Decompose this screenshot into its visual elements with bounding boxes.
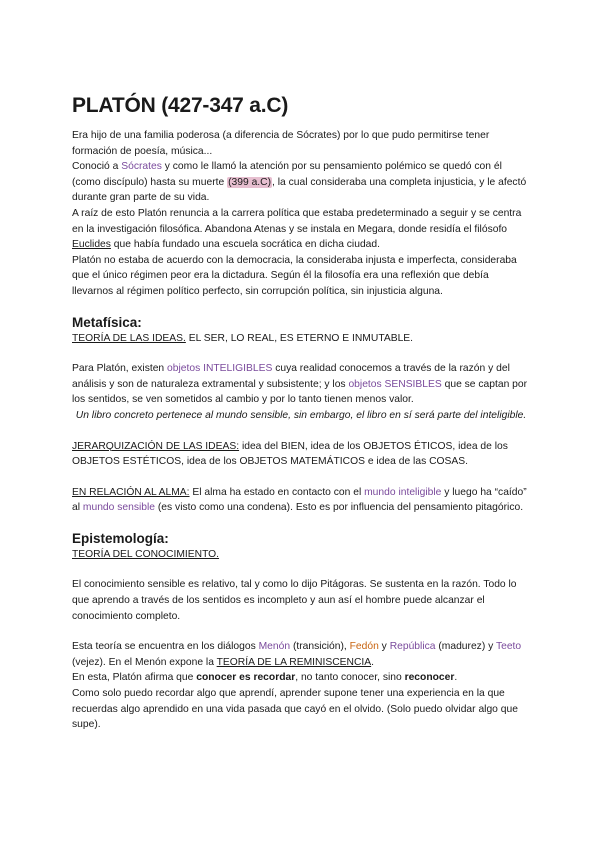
theory-of-ideas-line: TEORÍA DE LAS IDEAS. EL SER, LO REAL, ES ETERNO E INMUTABLE.: [72, 332, 414, 344]
euclides-term: Euclides: [72, 239, 111, 251]
example-note: Un libro concreto pertenece al mundo sensible, sin embargo, el libro en sí será parte del inteligible.: [75, 409, 527, 421]
reconocer-term: reconocer: [404, 672, 455, 684]
intro-paragraph-2: Conoció a Sócrates y como le llamó la atención por su pensamiento polémico se quedó con él (como discípulo) hasta su muerte (399 a.C), la cual consideraba una completa injusticia, y le afectó durante gran parte de su vida.: [72, 161, 527, 204]
mundo-inteligible-term: mundo inteligible: [364, 486, 442, 498]
page-title: PLATÓN (427-347 a.C): [72, 94, 289, 117]
inteligibles-term: objetos INTELIGIBLES: [167, 363, 273, 375]
alma-label: EN RELACIÓN AL ALMA:: [72, 486, 190, 498]
intro-paragraph-4: Platón no estaba de acuerdo con la democracia, la consideraba injusta e imperfecta, consideraba que el único régimen peor era la dictadura. Según él la filosofía era una reflexión que debía llevarnos al régimen político perfecto, sin corrupción política, sin injusticia alguna.: [72, 254, 517, 297]
jerarquizacion-paragraph: JERARQUIZACIÓN DE LAS IDEAS: idea del BIEN, idea de los OBJETOS ÉTICOS, idea de los OBJETOS ESTÉTICOS, idea de los OBJETOS MATEMÁTICOS e idea de las COSAS.: [72, 440, 508, 468]
mundo-sensible-term: mundo sensible: [82, 502, 156, 514]
date-highlight: (399 a.C): [228, 176, 272, 188]
document-content: [72, 94, 530, 733]
socrates-term: Sócrates: [121, 161, 162, 173]
epistemologia-heading: Epistemología:: [72, 530, 169, 546]
intro-paragraph-1: Era hijo de una familia poderosa (a diferencia de Sócrates) por lo que pudo permitirse tener formación de poesía, música...: [72, 130, 490, 157]
reminiscencia-term: TEORÍA DE LA REMINISCENCIA: [216, 656, 372, 668]
sensibles-term: objetos SENSIBLES: [348, 378, 442, 390]
metafisica-heading: Metafísica:: [72, 314, 142, 330]
epistemologia-paragraph-1: El conocimiento sensible es relativo, tal y como lo dijo Pitágoras. Se sustenta en la razón. Todo lo que aprendo a través de los sentidos es incompleto y aun así el hombre puede alcanzar el conocimiento completo.: [72, 579, 517, 622]
menon-term: Menón: [258, 641, 291, 653]
theory-of-knowledge-line: [72, 547, 530, 563]
epistemologia-paragraph-4: Como solo puedo recordar algo que aprendí, aprender supone tener una experiencia en la que recuerdas algo aprendido en una vida pasada que cayó en el olvido. (Solo puedo olvidar algo que supe).: [72, 688, 518, 731]
fedon-term: Fedón: [349, 641, 379, 653]
alma-paragraph: EN RELACIÓN AL ALMA: El alma ha estado en contacto con el mundo inteligible y luego ha “caído” al mundo sensible (es visto como una condena). Esto es por influencia del pensamiento pitagórico.: [72, 486, 527, 514]
conocer-recordar-paragraph: En esta, Platón afirma que conocer es recordar, no tanto conocer, sino reconocer.: [72, 672, 458, 684]
jerarquizacion-label: JERARQUIZACIÓN DE LAS IDEAS:: [72, 440, 240, 452]
metafisica-paragraph: Para Platón, existen objetos INTELIGIBLES cuya realidad conocemos a través de la razón y del análisis y son de naturaleza extramental y subsistente; y los objetos SENSIBLES que se captan por los sentidos, se ven sometidos al cambio y por lo tanto tienen menos valor.: [72, 363, 528, 406]
dialogos-paragraph: Esta teoría se encuentra en los diálogos Menón (transición), Fedón y República (madurez) y Teeto (vejez). En el Menón expone la TEORÍA DE LA REMINISCENCIA.: [72, 641, 522, 668]
theory-of-knowledge-label: TEORÍA DEL CONOCIMIENTO.: [72, 548, 220, 560]
teeto-term: Teeto: [495, 641, 522, 653]
conocer-es-recordar: conocer es recordar: [196, 672, 296, 684]
republica-term: República: [389, 641, 436, 653]
intro-paragraph-3: A raíz de esto Platón renuncia a la carrera política que estaba predeterminado a seguir y se centra en la investigación filosófica. Abandona Atenas y se instala en Megara, donde residía el filósofo Euclides que había fundado una escuela socrática en dicha ciudad.: [72, 207, 522, 251]
theory-of-ideas-label: TEORÍA DE LAS IDEAS.: [72, 332, 186, 344]
